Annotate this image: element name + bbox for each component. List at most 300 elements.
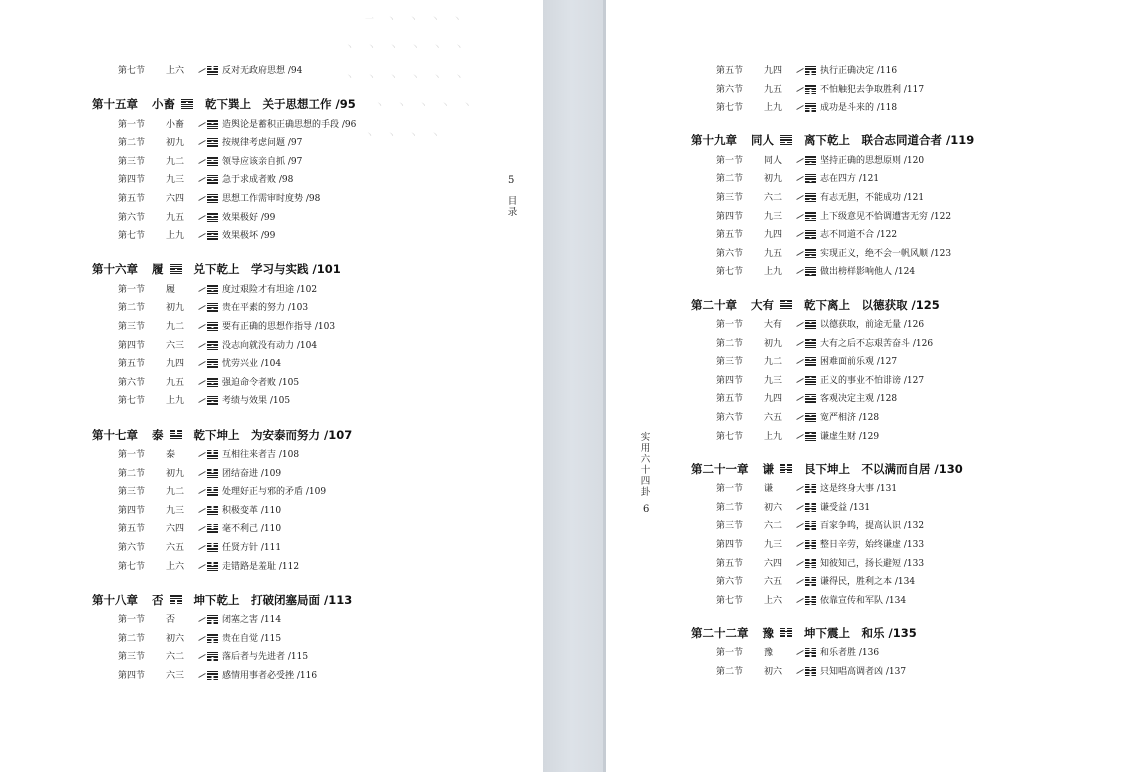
hexagram-icon [805, 193, 816, 202]
section-number: 第一节 [716, 155, 744, 166]
section-title: 有志无胆，不能成功 /121 [820, 193, 925, 203]
section-title: 走错路是羞耻 /112 [222, 561, 300, 572]
hexagram-icon [805, 212, 816, 221]
toc-entry[interactable] [716, 539, 924, 552]
chapter-heading[interactable] [92, 427, 352, 442]
line-name: 初六 [764, 667, 783, 677]
line-name: 九二 [166, 156, 185, 167]
line-name: 九四 [764, 230, 783, 241]
section-number: 第二节 [716, 174, 744, 185]
line-name: 上九 [764, 103, 783, 114]
chapter-number: 第十八章 [92, 592, 138, 607]
toc-entry[interactable] [716, 84, 924, 97]
line-name: 六三 [166, 340, 185, 351]
line-mark-icon [198, 471, 205, 476]
section-title: 大有之后不忘艰苦奋斗 /126 [820, 338, 934, 349]
line-mark-icon [796, 269, 803, 274]
line-mark-icon [198, 526, 205, 531]
toc-entry[interactable] [716, 319, 924, 332]
section-title: 谦受益 /131 [820, 502, 871, 513]
running-head-text: 实用六十四卦 [640, 432, 651, 498]
line-mark-icon [796, 542, 803, 547]
section-title: 思想工作需审时度势 /98 [222, 194, 321, 204]
hexagram-icon [805, 376, 816, 385]
page-number: 6 [643, 504, 650, 515]
toc-entry[interactable] [716, 356, 897, 369]
section-number: 第一节 [716, 320, 744, 330]
line-name: 否 [166, 615, 176, 626]
hexagram-icon [207, 524, 218, 533]
hexagram-name: 大有 [751, 297, 774, 312]
hexagram-icon [805, 540, 816, 549]
section-title: 造舆论是蓄积正确思想的手段 /96 [222, 119, 357, 130]
section-number: 第二节 [118, 468, 146, 479]
chapter-heading[interactable] [92, 262, 341, 277]
section-title: 和乐者胜 /136 [820, 648, 880, 659]
section-number: 第五节 [716, 394, 744, 405]
line-name: 初九 [166, 303, 185, 314]
section-number: 第七节 [716, 267, 744, 278]
hexagram-icon [805, 484, 816, 493]
running-head-vertical [640, 432, 652, 498]
hexagram-icon [207, 634, 218, 643]
toc-entry[interactable] [118, 193, 320, 206]
toc-entry[interactable] [716, 229, 897, 242]
toc-entry[interactable] [716, 576, 915, 589]
line-mark-icon [198, 196, 205, 201]
hexagram-icon [207, 543, 218, 552]
hexagram-icon [780, 464, 792, 474]
toc-entry[interactable] [118, 284, 317, 297]
section-number: 第二节 [716, 502, 744, 513]
toc-entry[interactable] [118, 468, 281, 481]
section-title: 谦虚生财 /129 [820, 431, 880, 442]
line-mark-icon [796, 176, 803, 181]
hexagram-icon [207, 671, 218, 680]
line-mark-icon [796, 251, 803, 256]
line-mark-icon [198, 564, 205, 569]
line-name: 上九 [166, 396, 185, 407]
line-name: 谦 [764, 484, 774, 495]
hexagram-icon [207, 562, 218, 571]
line-mark-icon [796, 105, 803, 110]
line-name: 初六 [166, 633, 185, 644]
section-number: 第一节 [716, 484, 744, 495]
line-name: 九三 [166, 175, 185, 186]
hexagram-icon [780, 628, 792, 638]
toc-entry[interactable] [716, 431, 879, 444]
line-mark-icon [198, 68, 205, 73]
line-mark-icon [198, 654, 205, 659]
section-number: 第二节 [716, 338, 744, 349]
section-number: 第一节 [716, 648, 744, 659]
section-title: 贵在平素的努力 /103 [222, 303, 309, 314]
line-name: 上九 [764, 431, 783, 442]
section-number: 第五节 [118, 194, 146, 204]
section-number: 第四节 [118, 340, 146, 351]
toc-entry[interactable] [118, 302, 308, 315]
section-number: 第五节 [716, 558, 744, 569]
section-title: 团结奋进 /109 [222, 468, 282, 479]
line-mark-icon [796, 669, 803, 674]
hexagram-name: 同人 [751, 133, 774, 148]
line-mark-icon [796, 561, 803, 566]
line-name: 九二 [764, 357, 783, 368]
line-name: 初九 [764, 174, 783, 185]
line-name: 六四 [764, 558, 783, 569]
line-name: 九三 [166, 505, 185, 516]
line-name: 九五 [764, 248, 783, 259]
section-title: 任贤方针 /111 [222, 543, 282, 553]
hexagram-icon [170, 430, 182, 440]
line-mark-icon [796, 415, 803, 420]
section-number: 第二节 [716, 667, 744, 677]
hexagram-icon [805, 249, 816, 258]
hexagram-icon [207, 213, 218, 222]
toc-entry[interactable] [716, 338, 933, 351]
section-number: 第四节 [118, 671, 146, 681]
toc-entry[interactable] [118, 449, 299, 462]
section-number: 第三节 [118, 487, 146, 498]
section-number: 第六节 [716, 577, 744, 588]
section-number: 第六节 [716, 413, 744, 423]
chapter-title: 坤下乾上 打破闭塞局面 /113 [193, 592, 353, 607]
bleed-through-text: 一 丶 丶 丶 丶 [365, 15, 467, 25]
section-number: 第七节 [716, 595, 744, 606]
toc-entry[interactable] [118, 358, 281, 371]
hexagram-icon [207, 157, 218, 166]
hexagram-icon [805, 432, 816, 441]
toc-entry[interactable] [716, 412, 879, 425]
toc-entry[interactable] [716, 248, 951, 261]
line-name: 初六 [764, 502, 783, 513]
section-title: 坚持正确的思想原则 /120 [820, 155, 925, 166]
toc-entry[interactable] [118, 321, 335, 334]
section-number: 第四节 [716, 375, 744, 386]
toc-entry[interactable] [716, 647, 879, 660]
line-name: 九五 [166, 212, 185, 223]
chapter-heading[interactable] [691, 133, 974, 148]
toc-entry[interactable] [118, 561, 299, 574]
line-mark-icon [796, 523, 803, 528]
line-mark-icon [198, 380, 205, 385]
section-title: 感情用事者必受挫 /116 [222, 671, 318, 681]
hexagram-icon [805, 339, 816, 348]
section-title: 度过艰险才有坦途 /102 [222, 284, 318, 295]
line-mark-icon [796, 396, 803, 401]
line-name: 上六 [166, 66, 185, 76]
toc-entry[interactable] [716, 65, 897, 78]
line-name: 九四 [764, 394, 783, 405]
section-title: 这是终身大事 /131 [820, 484, 898, 495]
line-name: 六二 [166, 652, 185, 663]
section-title: 成功是斗来的 /118 [820, 103, 898, 114]
hexagram-icon [805, 559, 816, 568]
line-name: 六五 [764, 577, 783, 588]
toc-entry[interactable] [716, 192, 924, 205]
line-mark-icon [198, 215, 205, 220]
toc-entry[interactable] [118, 230, 275, 243]
section-title: 落后者与先进者 /115 [222, 652, 309, 663]
hexagram-icon [170, 264, 182, 274]
line-mark-icon [796, 505, 803, 510]
line-name: 履 [166, 284, 176, 295]
section-number: 第四节 [118, 505, 146, 516]
hexagram-icon [207, 469, 218, 478]
chapter-title: 坤下震上 和乐 /135 [804, 625, 917, 640]
hexagram-icon [207, 359, 218, 368]
hexagram-icon [805, 357, 816, 366]
section-number: 第七节 [118, 231, 146, 242]
hexagram-icon [805, 174, 816, 183]
section-title: 志不同道不合 /122 [820, 230, 898, 241]
line-name: 泰 [166, 450, 176, 460]
chapter-heading[interactable] [92, 97, 356, 112]
line-name: 九三 [764, 375, 783, 386]
section-title: 闭塞之害 /114 [222, 615, 282, 626]
section-number: 第六节 [716, 248, 744, 259]
hexagram-icon [207, 652, 218, 661]
hexagram-icon [805, 267, 816, 276]
section-number: 第七节 [716, 431, 744, 442]
toc-entry[interactable] [118, 119, 356, 132]
toc-entry[interactable] [118, 542, 281, 555]
line-mark-icon [198, 305, 205, 310]
section-title: 实现正义，绝不会一帆风顺 /123 [820, 248, 952, 259]
section-number: 第六节 [118, 377, 146, 388]
chapter-number: 第二十一章 [691, 461, 749, 476]
line-name: 初九 [764, 338, 783, 349]
hexagram-icon [805, 596, 816, 605]
line-name: 九二 [166, 322, 185, 332]
section-number: 第七节 [118, 66, 146, 76]
section-number: 第五节 [118, 359, 146, 370]
toc-entry[interactable] [716, 483, 897, 496]
section-number: 第四节 [118, 175, 146, 186]
toc-entry[interactable] [118, 523, 281, 536]
hexagram-icon [780, 135, 792, 145]
line-mark-icon [796, 195, 803, 200]
hexagram-icon [805, 667, 816, 676]
line-mark-icon [796, 68, 803, 73]
hexagram-icon [207, 487, 218, 496]
section-title: 没志向就没有动力 /104 [222, 340, 318, 351]
section-number: 第五节 [118, 524, 146, 535]
hexagram-name: 豫 [762, 625, 774, 640]
chapter-heading[interactable] [691, 297, 940, 312]
section-title: 按规律考虑问题 /97 [222, 138, 303, 149]
section-title: 效果极好 /99 [222, 212, 276, 223]
toc-entry[interactable] [716, 375, 924, 388]
section-title: 谦得民，胜利之本 /134 [820, 577, 916, 588]
line-mark-icon [796, 434, 803, 439]
hexagram-name: 小畜 [152, 97, 175, 112]
line-mark-icon [198, 343, 205, 348]
chapter-title: 艮下坤上 不以满而自居 /130 [804, 461, 963, 476]
section-number: 第四节 [716, 540, 744, 550]
toc-entry[interactable] [716, 502, 870, 515]
line-name: 九三 [764, 211, 783, 222]
section-number: 第七节 [716, 103, 744, 114]
section-number: 第五节 [716, 230, 744, 241]
toc-entry[interactable] [118, 174, 293, 187]
line-name: 大有 [764, 320, 783, 330]
section-title: 百家争鸣，提高认识 /132 [820, 521, 925, 532]
bleed-through-text: 丶 丶 丶 丶 丶 丶 [345, 73, 469, 83]
hexagram-icon [207, 396, 218, 405]
section-title: 不怕触犯去争取胜利 /117 [820, 84, 925, 95]
toc-entry[interactable] [118, 340, 317, 353]
section-title: 执行正确决定 /116 [820, 66, 898, 76]
chapter-heading[interactable] [691, 461, 963, 476]
line-name: 九五 [764, 84, 783, 95]
toc-entry[interactable] [716, 211, 951, 224]
chapter-number: 第二十二章 [691, 625, 749, 640]
bleed-through-text: 丶 丶 丶 丶 [365, 131, 445, 141]
section-number: 第六节 [716, 84, 744, 95]
section-number: 第四节 [716, 211, 744, 222]
chapter-number: 第十九章 [691, 133, 737, 148]
line-name: 同人 [764, 155, 783, 166]
line-name: 初九 [166, 468, 185, 479]
hexagram-name: 履 [152, 262, 164, 277]
toc-entry[interactable] [716, 393, 897, 406]
page-number: 5 [508, 175, 515, 186]
hexagram-icon [207, 450, 218, 459]
section-title: 做出榜样影响他人 /124 [820, 267, 916, 278]
line-mark-icon [198, 636, 205, 641]
hexagram-icon [207, 615, 218, 624]
section-number: 第七节 [118, 396, 146, 407]
toc-entry[interactable] [716, 173, 879, 186]
line-name: 上九 [166, 231, 185, 242]
section-number: 第一节 [118, 284, 146, 295]
toc-entry[interactable] [716, 155, 924, 168]
line-name: 六二 [764, 521, 783, 532]
line-mark-icon [198, 617, 205, 622]
hexagram-icon [805, 85, 816, 94]
toc-entry[interactable] [118, 651, 308, 664]
section-title: 依靠宣传和军队 /134 [820, 595, 907, 606]
chapter-heading[interactable] [92, 592, 352, 607]
toc-entry[interactable] [118, 65, 302, 78]
line-mark-icon [796, 579, 803, 584]
hexagram-icon [207, 378, 218, 387]
line-name: 九五 [166, 377, 185, 388]
hexagram-icon [207, 231, 218, 240]
toc-entry[interactable] [118, 505, 281, 518]
line-mark-icon [198, 140, 205, 145]
toc-entry[interactable] [118, 377, 299, 390]
toc-entry[interactable] [716, 266, 915, 279]
line-mark-icon [198, 398, 205, 403]
section-title: 要有正确的思想作指导 /103 [222, 322, 336, 332]
toc-entry[interactable] [118, 670, 317, 683]
hexagram-name: 谦 [762, 461, 774, 476]
section-title: 宽严相济 /128 [820, 413, 880, 423]
section-number: 第三节 [118, 652, 146, 663]
section-number: 第一节 [118, 615, 146, 626]
line-mark-icon [796, 214, 803, 219]
chapter-heading[interactable] [691, 625, 917, 640]
line-mark-icon [198, 159, 205, 164]
toc-entry[interactable] [118, 137, 302, 150]
hexagram-icon [805, 503, 816, 512]
hexagram-icon [207, 66, 218, 75]
chapter-number: 第二十章 [691, 297, 737, 312]
section-title: 以德获取，前途无量 /126 [820, 320, 925, 330]
toc-entry[interactable] [716, 102, 897, 115]
hexagram-icon [805, 413, 816, 422]
section-title: 毫不利己 /110 [222, 524, 282, 535]
line-name: 六五 [764, 413, 783, 423]
section-number: 第六节 [118, 543, 146, 553]
section-title: 正义的事业不怕诽谤 /127 [820, 375, 925, 386]
toc-entry[interactable] [118, 633, 281, 646]
section-number: 第三节 [716, 193, 744, 203]
hexagram-icon [207, 322, 218, 331]
hexagram-icon [207, 285, 218, 294]
section-number: 第一节 [118, 119, 146, 130]
bleed-through-text: 丶 丶 丶 丶 丶 丶 [345, 43, 469, 53]
hexagram-icon [181, 99, 193, 109]
toc-entry[interactable] [118, 156, 302, 169]
section-title: 积极变革 /110 [222, 505, 282, 516]
hexagram-icon [805, 320, 816, 329]
section-title: 知彼知己，扬长避短 /133 [820, 558, 925, 569]
running-head-text: 目录 [507, 196, 518, 218]
hexagram-icon [805, 521, 816, 530]
bleed-through-text: 丶 丶 丶 丶 丶 [375, 101, 477, 111]
toc-entry[interactable] [716, 666, 906, 679]
chapter-title: 离下乾上 联合志同道合者 /119 [804, 133, 975, 148]
toc-entry[interactable] [118, 395, 290, 408]
toc-entry[interactable] [716, 520, 924, 533]
section-title: 困难面前乐观 /127 [820, 357, 898, 368]
line-name: 初九 [166, 138, 185, 149]
left-page [0, 0, 543, 772]
line-mark-icon [796, 650, 803, 655]
toc-entry[interactable] [716, 558, 924, 571]
line-name: 六三 [166, 671, 185, 681]
section-title: 考绩与效果 /105 [222, 396, 291, 407]
chapter-title: 乾下巽上 关于思想工作 /95 [205, 97, 356, 112]
toc-entry[interactable] [118, 614, 281, 627]
line-mark-icon [796, 87, 803, 92]
toc-entry[interactable] [118, 212, 275, 225]
section-number: 第六节 [118, 212, 146, 223]
line-name: 九四 [166, 359, 185, 370]
line-name: 小畜 [166, 119, 185, 130]
line-mark-icon [198, 489, 205, 494]
section-title: 志在四方 /121 [820, 174, 880, 185]
hexagram-icon [207, 120, 218, 129]
section-number: 第三节 [118, 322, 146, 332]
line-name: 六五 [166, 543, 185, 553]
section-title: 只知唱高调者凶 /137 [820, 667, 907, 677]
line-mark-icon [198, 122, 205, 127]
line-name: 九二 [166, 487, 185, 498]
toc-entry[interactable] [716, 595, 906, 608]
line-mark-icon [198, 452, 205, 457]
section-title: 急于求成者败 /98 [222, 175, 294, 186]
line-mark-icon [796, 359, 803, 364]
line-mark-icon [198, 545, 205, 550]
hexagram-icon [207, 175, 218, 184]
section-number: 第三节 [716, 521, 744, 532]
toc-entry[interactable] [118, 486, 326, 499]
section-title: 忧劳兴业 /104 [222, 359, 282, 370]
